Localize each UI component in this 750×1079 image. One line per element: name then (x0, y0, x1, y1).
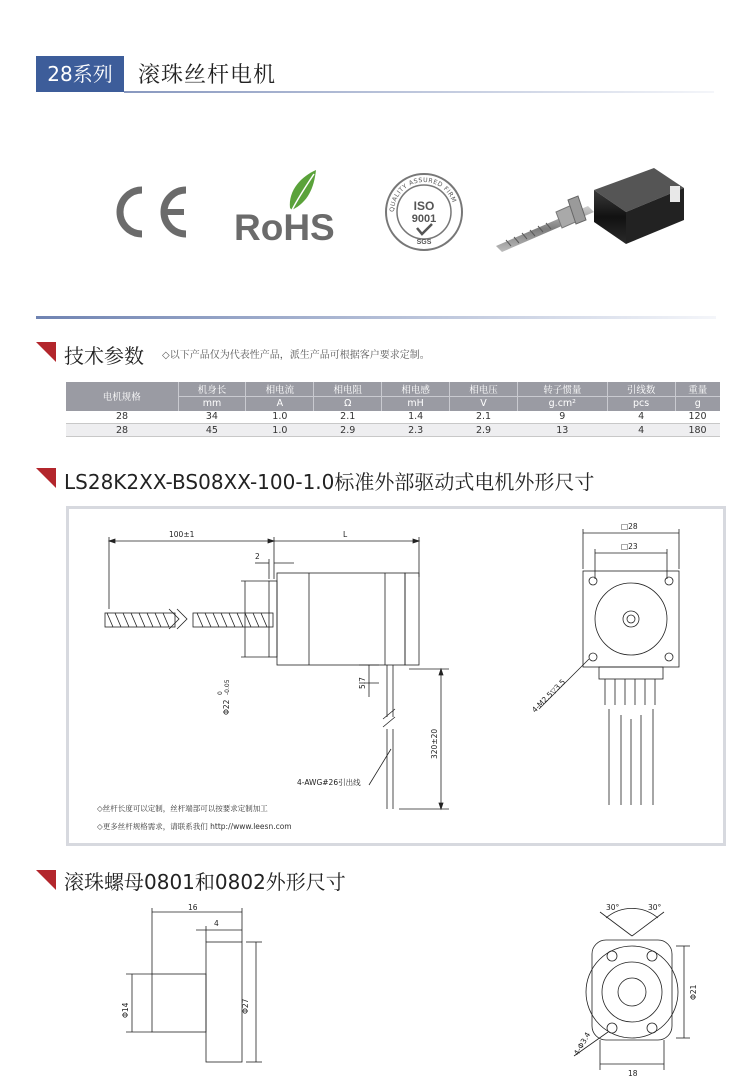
unit-inductance: mH (382, 397, 450, 411)
table-cell: 4 (607, 411, 675, 424)
section-marker (36, 342, 56, 362)
wire-label: 4-AWG#26引出线 (297, 778, 361, 787)
section-marker (36, 870, 56, 890)
table-cell: 13 (517, 424, 607, 437)
dim-5-7: 5.7 (358, 677, 367, 689)
col-inductance: 相电感 (382, 382, 450, 397)
iso-number: 9001 (411, 213, 437, 225)
note-2: ◇更多丝杆规格需求，请联系我们 http://www.leesn.com (97, 822, 292, 831)
nut-drawing-svg (0, 896, 750, 1079)
dim-phi21: Φ21 (689, 984, 698, 1000)
dim-100: 100±1 (169, 530, 195, 539)
outline-title: LS28K2XX-BS08XX-100-1.0标准外部驱动式电机外形尺寸 (64, 470, 595, 494)
col-resistance: 相电阻 (314, 382, 382, 397)
page-title: 滚珠丝杆电机 (138, 63, 277, 88)
series-badge: 28系列 (36, 56, 124, 92)
dim-m25: 4-M2.5▽3.5 (530, 677, 568, 715)
table-cell: 34 (178, 411, 246, 424)
table-cell: 2.9 (314, 424, 382, 437)
spec-table (66, 382, 720, 437)
table-cell: 180 (675, 424, 720, 437)
ce-text: CE (112, 182, 114, 183)
iso-mark: ISO (413, 199, 435, 213)
dim-phi22-tol-lower: -0.05 (224, 679, 231, 695)
tech-note: ◇以下产品仅为代表性产品，派生产品可根据客户要求定制。 (162, 350, 430, 361)
table-cell: 45 (178, 424, 246, 437)
iso-sgs: SGS (416, 239, 432, 246)
dim-phi22-tol-upper: 0 (217, 691, 224, 695)
table-cell: 1.0 (246, 411, 314, 424)
rohs-logo (232, 168, 354, 244)
table-row (66, 411, 720, 424)
iso-9001-logo (384, 172, 464, 252)
unit-inertia: g.cm² (517, 397, 607, 411)
col-voltage: 相电压 (450, 382, 518, 397)
table-cell: 2.1 (314, 411, 382, 424)
header-divider (124, 91, 714, 93)
section-divider (36, 316, 716, 319)
dim-30a: 30° (606, 903, 620, 912)
dim-phi22: Φ22 (222, 699, 231, 715)
col-length: 机身长 (178, 382, 246, 397)
table-cell: 120 (675, 411, 720, 424)
dim-hole: 4-Φ3.4 (571, 1030, 593, 1057)
table-row (66, 424, 720, 437)
table-cell: 28 (66, 424, 178, 437)
unit-voltage: V (450, 397, 518, 411)
table-cell: 1.0 (246, 424, 314, 437)
iso-ring-text: QUALITY ASSURED FIRM (388, 176, 458, 213)
dim-4: 4 (214, 919, 219, 928)
unit-current: A (246, 397, 314, 411)
dim-16: 16 (188, 903, 198, 912)
dim-18: 18 (628, 1069, 638, 1078)
unit-weight: g (675, 397, 720, 411)
dim-320: 320±20 (430, 728, 439, 759)
unit-length: mm (178, 397, 246, 411)
table-cell: 2.1 (450, 411, 518, 424)
dim-sq23: □23 (621, 542, 638, 551)
rohs-text: RoHS (234, 207, 335, 244)
dim-2: 2 (255, 552, 260, 561)
table-cell: 4 (607, 424, 675, 437)
table-cell: 28 (66, 411, 178, 424)
nut-title: 滚珠螺母0801和0802外形尺寸 (64, 870, 346, 894)
table-cell: 1.4 (382, 411, 450, 424)
col-inertia: 转子惯量 (517, 382, 607, 397)
dim-phi27: Φ27 (241, 998, 250, 1014)
section-marker (36, 468, 56, 488)
col-leads: 引线数 (607, 382, 675, 397)
dim-phi14: Φ14 (121, 1002, 130, 1018)
outline-drawing-svg (69, 509, 723, 843)
dim-L: L (343, 530, 348, 539)
table-cell: 2.9 (450, 424, 518, 437)
unit-resistance: Ω (314, 397, 382, 411)
dim-sq28: □28 (621, 522, 638, 531)
unit-leads: pcs (607, 397, 675, 411)
note-1: ◇丝杆长度可以定制，丝杆端部可以按要求定制加工 (97, 804, 268, 813)
col-weight: 重量 (675, 382, 720, 397)
tech-title: 技术参数 (64, 344, 144, 368)
table-cell: 9 (517, 411, 607, 424)
ball-screw-motor-image (494, 160, 700, 260)
col-current: 相电流 (246, 382, 314, 397)
check-icon (417, 224, 432, 234)
dim-30b: 30° (648, 903, 662, 912)
col-spec: 电机规格 (66, 382, 178, 411)
outline-drawing (66, 506, 726, 846)
ce-logo (112, 182, 196, 242)
table-cell: 2.3 (382, 424, 450, 437)
